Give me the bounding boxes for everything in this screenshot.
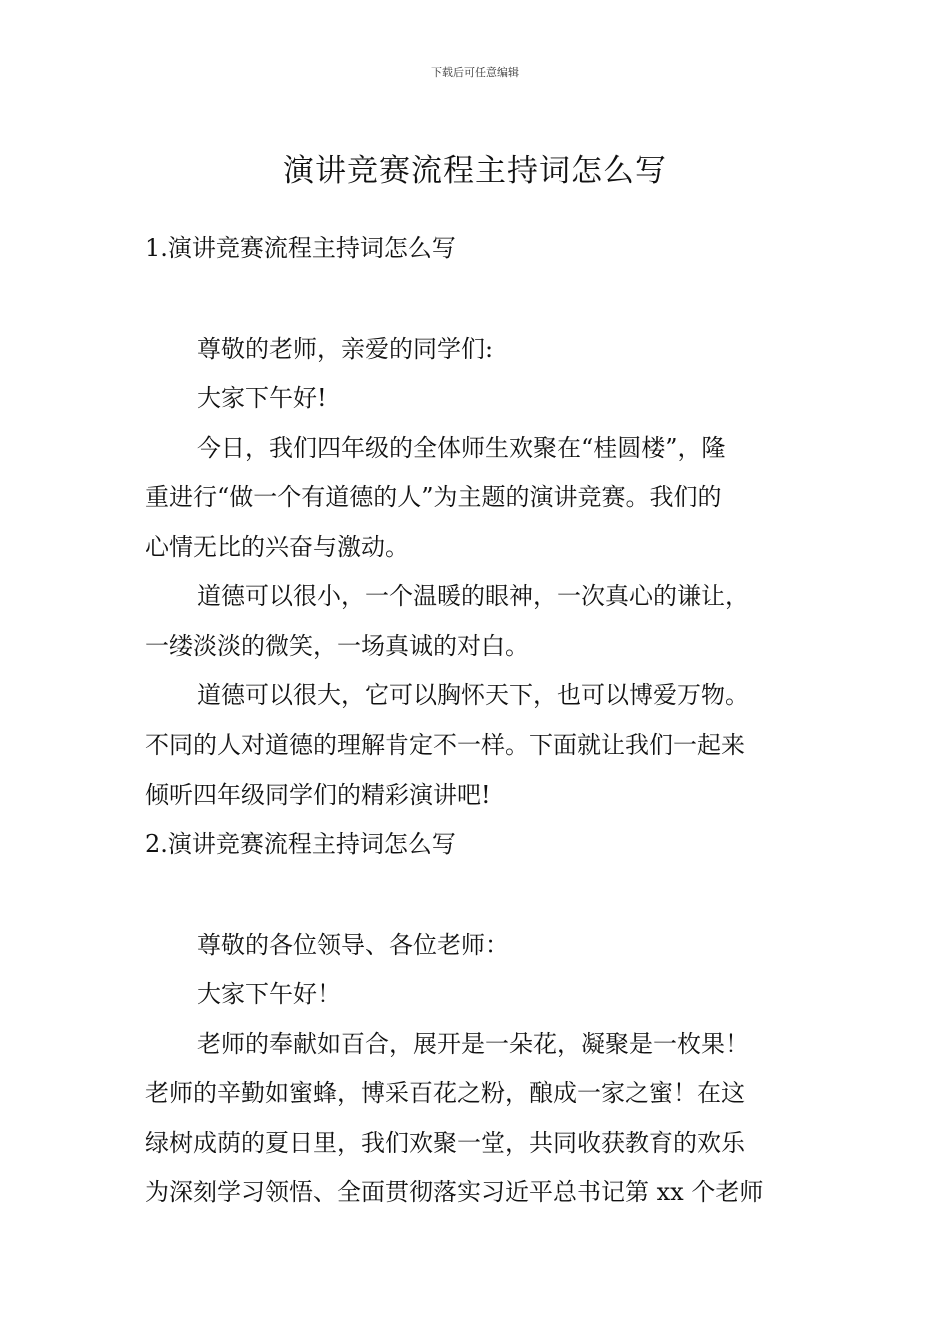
section-heading-1: 1.演讲竞赛流程主持词怎么写: [145, 234, 456, 262]
header-note: 下载后可任意编辑: [431, 66, 519, 79]
paragraph-line: 重进行“做一个有道德的人”为主题的演讲竞赛。我们的: [145, 483, 722, 511]
section-heading-2: 2.演讲竞赛流程主持词怎么写: [145, 830, 456, 858]
paragraph-line: 道德可以很大，它可以胸怀天下，也可以博爱万物。: [197, 681, 749, 709]
paragraph-line: 尊敬的老师，亲爱的同学们:: [197, 335, 494, 363]
paragraph-line: 倾听四年级同学们的精彩演讲吧!: [145, 781, 491, 809]
document-title: 演讲竞赛流程主持词怎么写: [283, 152, 667, 189]
paragraph-line: 不同的人对道德的理解肯定不一样。下面就让我们一起来: [145, 731, 745, 759]
paragraph-line: 一缕淡淡的微笑，一场真诚的对白。: [145, 632, 529, 660]
paragraph-line: 道德可以很小，一个温暖的眼神，一次真心的谦让，: [197, 582, 749, 610]
paragraph-line: 老师的辛勤如蜜蜂，博采百花之粉，酿成一家之蜜！在这: [145, 1079, 745, 1107]
paragraph-line: 今日，我们四年级的全体师生欢聚在“桂圆楼”，隆: [197, 434, 726, 462]
paragraph-line: 绿树成荫的夏日里，我们欢聚一堂，共同收获教育的欢乐: [145, 1129, 745, 1157]
paragraph-line: 尊敬的各位领导、各位老师：: [197, 931, 509, 959]
paragraph-line: 老师的奉献如百合，展开是一朵花，凝聚是一枚果！: [197, 1030, 749, 1058]
paragraph-line: 为深刻学习领悟、全面贯彻落实习近平总书记第 xx 个老师: [145, 1178, 764, 1206]
paragraph-line: 大家下午好!: [197, 384, 327, 412]
paragraph-line: 大家下午好！: [197, 980, 341, 1008]
paragraph-line: 心情无比的兴奋与激动。: [145, 533, 409, 561]
